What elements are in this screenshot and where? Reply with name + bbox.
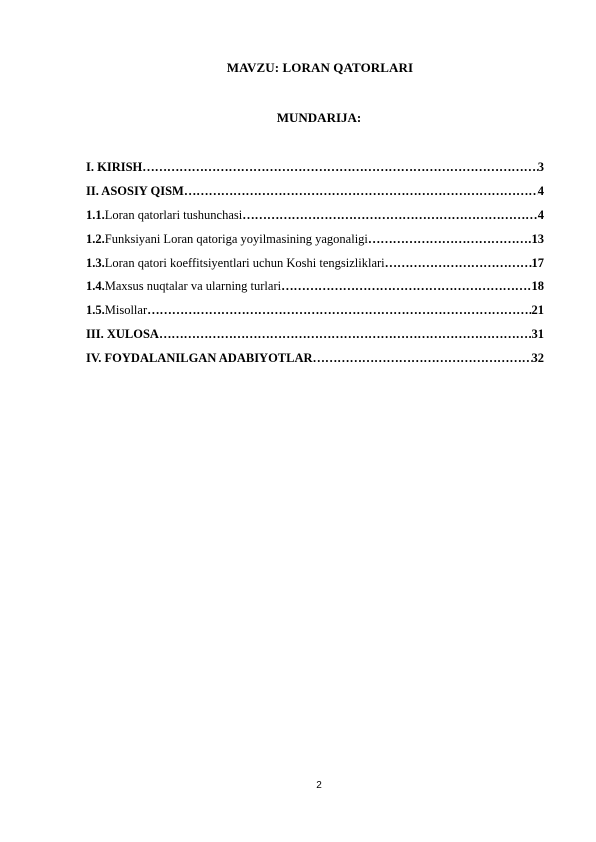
toc-page-number: 3 (537, 160, 544, 174)
toc-entry-1-1 (86, 207, 544, 231)
toc-page-number: 21 (531, 303, 544, 318)
page-number: 2 (316, 780, 322, 791)
toc-entry-text: Loran qatori koeffitsiyentlari uchun Koshi tengsizliklari (104, 255, 385, 270)
table-of-contents (86, 159, 544, 374)
toc-dot-leader (385, 255, 532, 271)
toc-entry-1-2 (86, 231, 544, 255)
toc-entry-1-5 (86, 302, 544, 326)
toc-entry-label: 1.3. (86, 255, 105, 270)
toc-dot-leader (242, 207, 538, 223)
toc-entry-label: I. KIRISH (86, 160, 143, 174)
toc-entry-text: Maxsus nuqtalar va ularning turlari (104, 279, 282, 294)
toc-dot-leader (313, 350, 532, 366)
toc-dot-leader (184, 183, 538, 199)
toc-entry-kirish (86, 159, 544, 183)
toc-entry-text: Misollar (104, 303, 148, 318)
toc-page-number: 13 (531, 231, 544, 246)
toc-entry-label: 1.2. (86, 231, 105, 246)
toc-dot-leader (159, 326, 532, 342)
toc-entry-label: 1.1. (86, 207, 105, 222)
toc-dot-leader (142, 159, 537, 175)
toc-entry-adabiyotlar (86, 350, 544, 374)
toc-page-number: 31 (531, 327, 544, 342)
toc-entry-1-4 (86, 278, 544, 302)
toc-entry-1-3 (86, 255, 544, 279)
toc-entry-label: IV. FOYDALANILGAN ADABIYOTLAR (86, 351, 313, 366)
contents-heading: MUNDARIJA: (276, 110, 362, 125)
toc-page-number: 17 (531, 255, 544, 270)
toc-entry-asosiy-qism (86, 183, 544, 207)
document-title: MAVZU: LORAN QATORLARI (226, 60, 414, 75)
toc-entry-label: 1.4. (86, 279, 105, 294)
toc-dot-leader (281, 278, 531, 294)
toc-entry-xulosa (86, 326, 544, 350)
toc-entry-label: II. ASOSIY QISM (86, 183, 184, 198)
toc-page-number: 18 (531, 279, 544, 294)
toc-entry-label: 1.5. (86, 303, 105, 318)
toc-dot-leader (368, 231, 532, 247)
toc-dot-leader (147, 302, 531, 318)
toc-entry-label: III. XULOSA (86, 327, 159, 342)
toc-entry-text: Loran qatorlari tushunchasi (104, 207, 243, 222)
toc-page-number: 4 (537, 183, 544, 198)
toc-entry-text: Funksiyani Loran qatoriga yoyilmasining yagonaligi (104, 231, 368, 246)
toc-page-number: 32 (531, 351, 544, 366)
toc-page-number: 4 (537, 207, 544, 222)
